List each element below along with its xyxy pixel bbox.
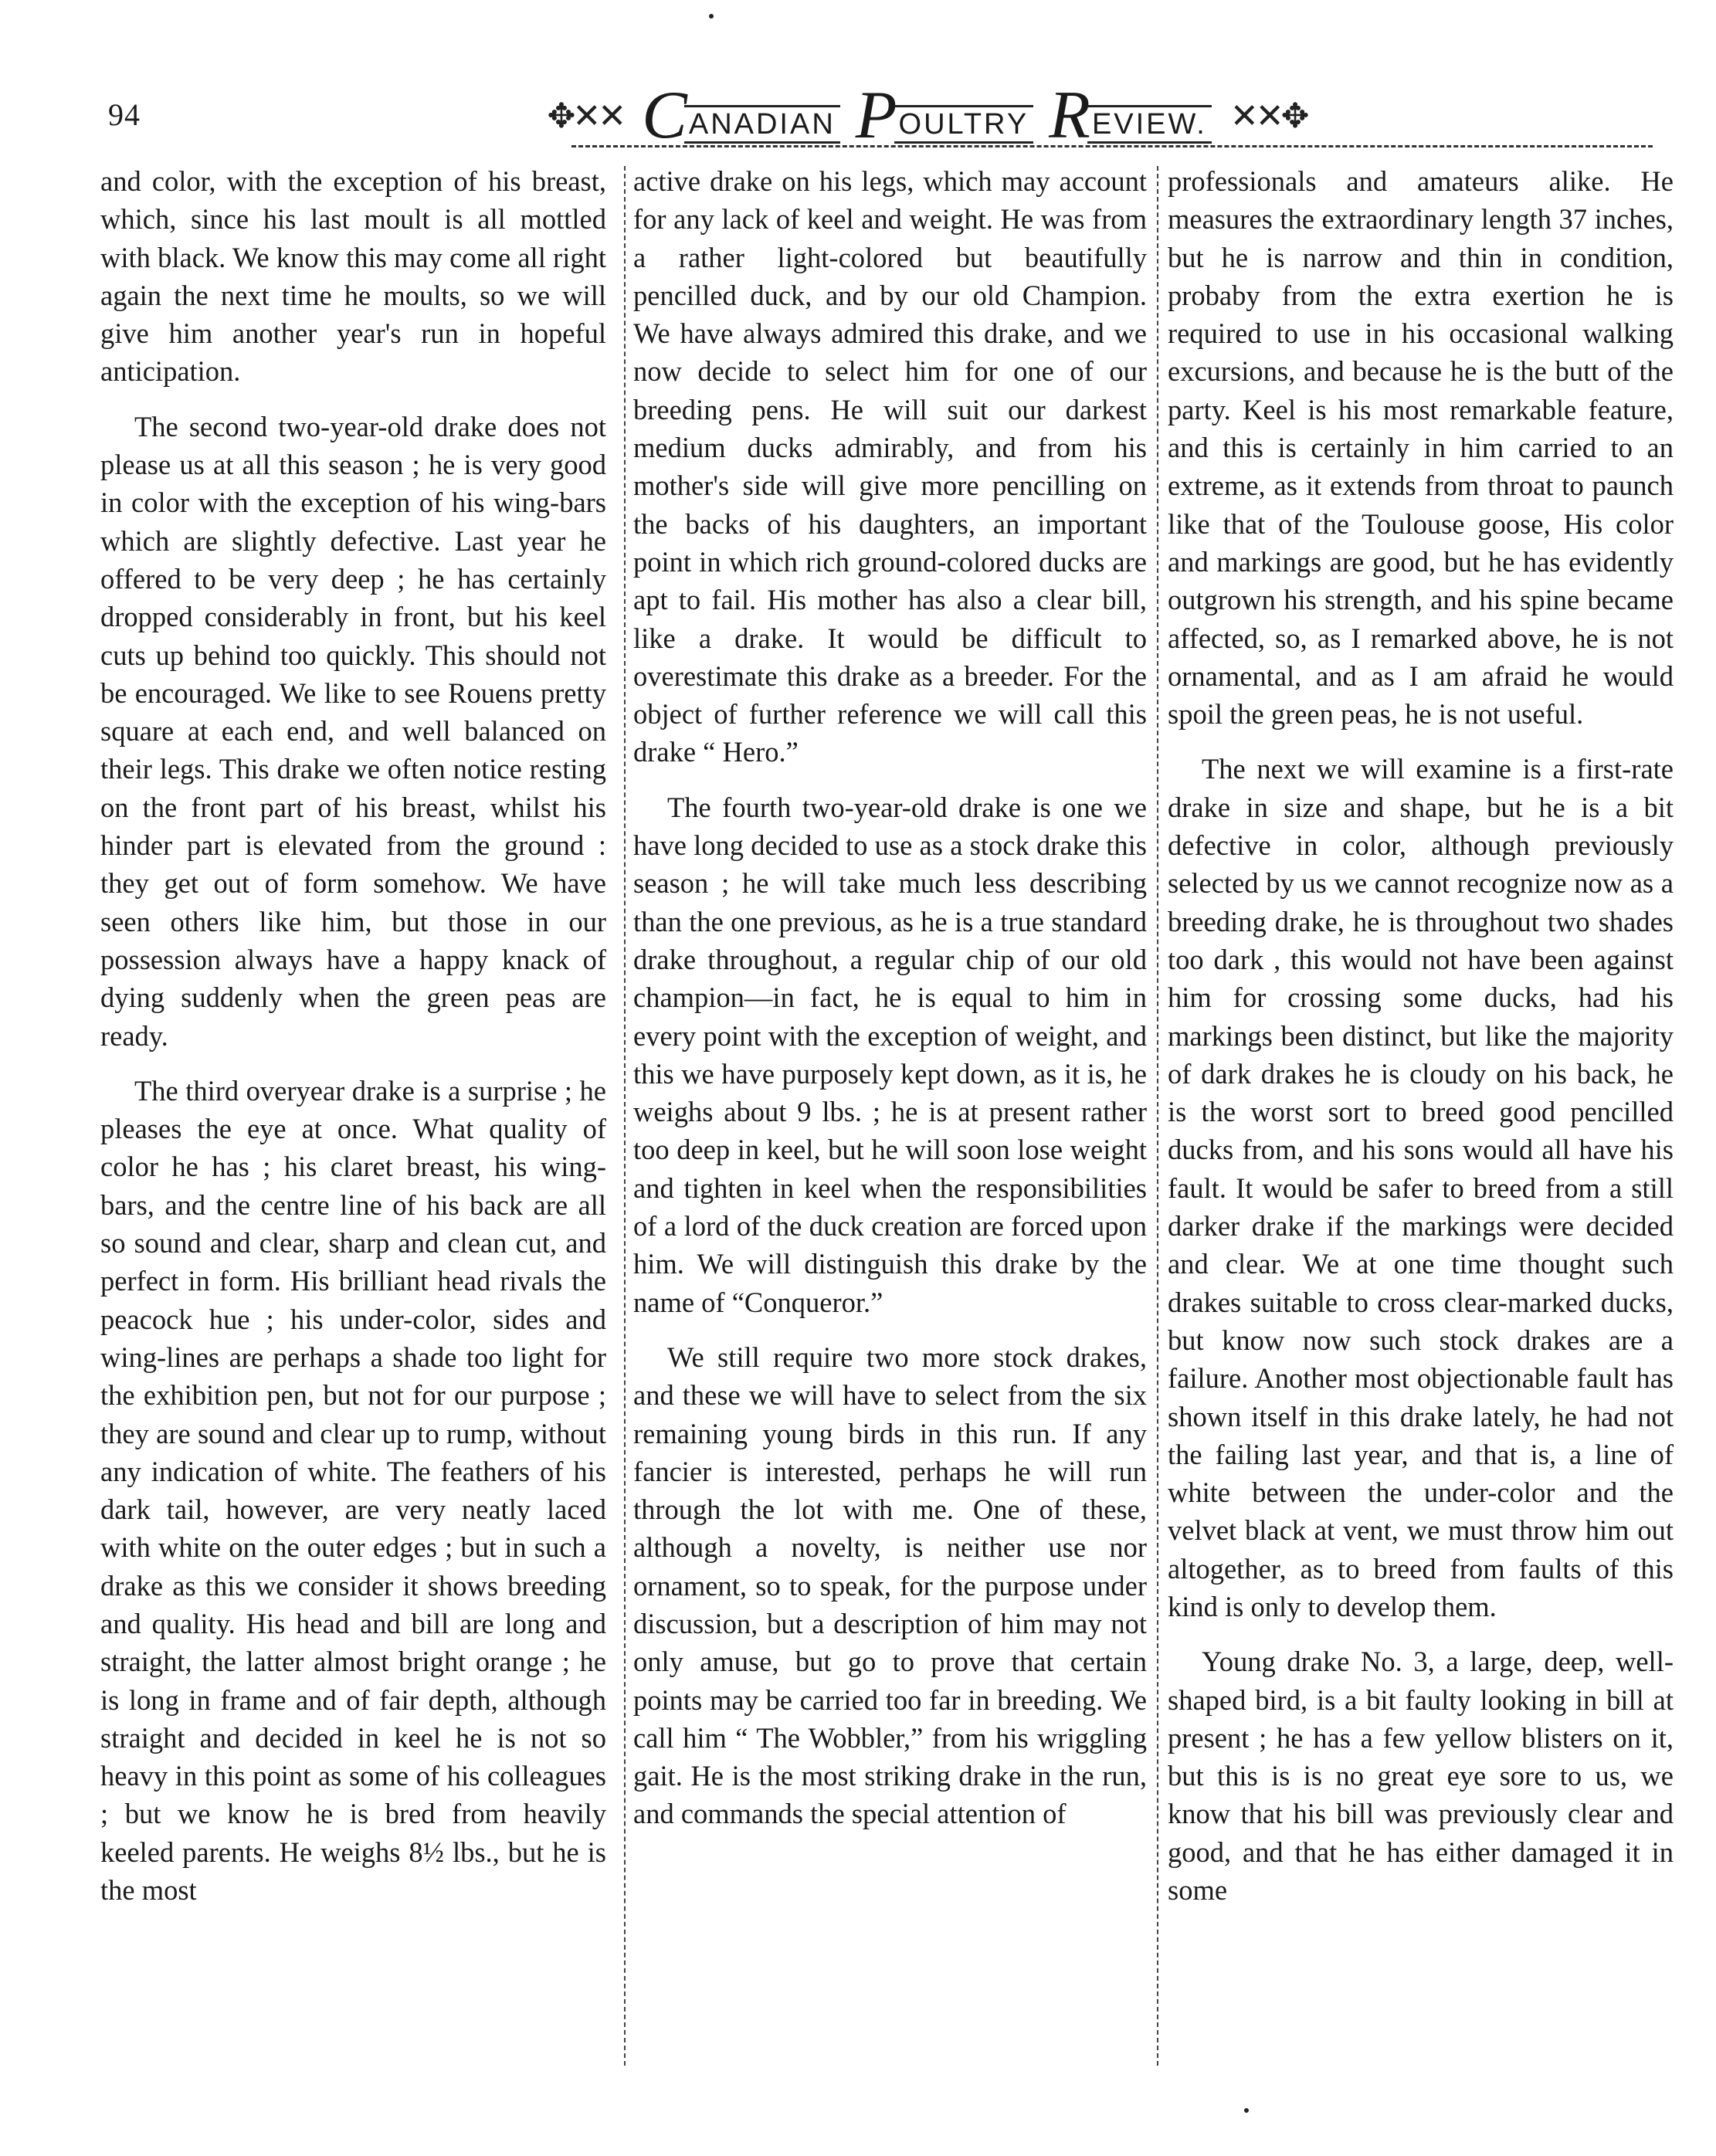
paragraph: The second two-year-old drake does not please us at all this season ; he is very good in color with the exception of his wing-bars which are slightly defective. Last year he offered to be very deep ; he has certainly dropped considerably in front, but his keel cuts up behind too quickly. This should not be encouraged. We like to see Rouens pretty square at each end, and well balanced on their legs. This drake we often notice resting on the front part of his breast, whilst his hinder part is elevated from the ground : they get out of form somehow. We have seen others like him, but those in our possession always have a happy knack of dying suddenly when the green peas are ready. [100, 410, 606, 1052]
article-body [100, 162, 1674, 2062]
paragraph: The third overyear drake is a surprise ; he pleases the eye at once. What quality of color he has ; his claret breast, his wing-bars, and the centre line of his back are all so sound and clear, sharp and clean cut, and perfect in form. His brilliant head rivals the peacock hue ; his under-color, sides and wing-lines are perhaps a shade too light for the exhibition pen, but not for our purpose ; they are sound and clear up to rump, without any indication of white. The feathers of his dark tail, however, are very neatly laced with white on the outer edges ; but in such a drake as this we consider it shows breeding and quality. His head and bill are long and straight, the latter almost bright orange ; he is long in frame and of fair depth, although straight and decided in keel he is not so heavy in this point as some of his colleagues ; but we know he is bred from heavily keeled parents. He weighs 8½ lbs., but he is the most [100, 1074, 606, 1907]
masthead-word-review: R EVIEW. [1049, 82, 1212, 150]
paragraph: We still require two more stock drakes, and these we will have to select from the six remaining young birds in this run. If any fancier is interested, perhaps he will run through the lot with me. One of these, although a novelty, is neither use nor ornament, so to speak, for the purpose under discussion, but a description of him may not only amuse, but go to prove that certain points may be carried too far in breeding. We call him “ The Wobbler,” from his wriggling gait. He is the most striking drake in the run, and commands the special attention of [633, 1341, 1147, 1830]
masthead-word-canadian: C ANADIAN [642, 82, 840, 150]
text-column-1 [100, 162, 606, 2062]
paragraph: Young drake No. 3, a large, deep, well-shaped bird, is a bit faulty looking in bill at present ; he has a few yellow blisters on it, but this is is no great eye sore to us, we know that his bill was previously clear and good, and that he has either damaged it in some [1168, 1646, 1674, 1907]
ornament-right-icon: ✕✕✥ [1229, 97, 1307, 135]
text-column-2 [633, 162, 1147, 2062]
masthead-title [547, 78, 1307, 153]
paragraph: The next we will examine is a first-rate drake in size and shape, but he is a bit defective in color, although previously selected by us we cannot recognize now as a breeding drake, he is throughout two shades too dark , this would not have been against him for crossing some ducks, had his markings been distinct, but like the majority of dark drakes he is cloudy on his back, he is the worst sort to breed good pencilled ducks from, and his sons would all have his fault. It would be safer to breed from a still darker drake if the markings were decided and clear. We at one time thought such drakes suitable to cross clear-marked ducks, but know now such stock drakes are a failure. Another most objectionable fault has shown itself in this drake lately, he had not the failing last year, and that is, a line of white between the under-color and the velvet black at vent, we must throw him out altogether, as to breed from faults of this kind is only to develop them. [1168, 753, 1674, 1622]
page-number: 94 [108, 97, 141, 132]
paragraph: The fourth two-year-old drake is one we have long decided to use as a stock drake this season ; he will take much less describing than the one previous, as he is a true standard drake throughout, a regular chip of our old champion—in fact, he is equal to him in every point with the exception of weight, and this we have purposely kept down, as it is, he weighs about 9 lbs. ; he is at present rather too deep in keel, but he will soon lose weight and tighten in keel when the responsibilities of a lord of the duck creation are forced upon him. We will distinguish this drake by the name of “Conqueror.” [633, 791, 1147, 1318]
masthead-word-poultry: P OULTRY [856, 82, 1033, 150]
print-dot-top [709, 14, 714, 19]
ornament-left-icon: ✥✕✕ [547, 97, 624, 135]
paragraph: active drake on his legs, which may account for any lack of keel and weight. He was from a rather light-colored but beautifully pencilled duck, and by our old Champion. We have always admired this drake, and we now decide to select him for one of our breeding pens. He will suit our darkest medium ducks admirably, and from his mother's side will give more pencilling on the backs of his daughters, an important point in which rich ground-colored ducks are apt to fail. His mother has also a clear bill, like a drake. It would be difficult to overestimate this drake as a breeder. For the object of further reference we will call this drake “ Hero.” [633, 165, 1147, 768]
column-divider-1 [624, 166, 626, 2066]
page-header [100, 78, 1660, 153]
text-column-3 [1168, 162, 1674, 2062]
paragraph: and color, with the exception of his breast, which, since his last moult is all mottled with black. We know this may come all right again the next time he moults, so we will give him another year's run in hopeful anticipation. [100, 165, 606, 388]
header-rule [571, 145, 1653, 147]
column-divider-2 [1157, 166, 1158, 2066]
paragraph: professionals and amateurs alike. He measures the extraordinary length 37 inches, but he is narrow and thin in condition, probaby from the extra exertion he is required to use in his occasional walking excursions, and because he is the butt of the party. Keel is his most remarkable feature, and this is certainly in him carried to an extreme, as it extends from throat to paunch like that of the Toulouse goose, His color and markings are good, but he has evidently outgrown his strength, and his spine became affected, so, as I remarked above, he is not ornamental, and as I am afraid he would spoil the green peas, he is not useful. [1168, 165, 1674, 731]
print-dot-bottom [1244, 2108, 1249, 2113]
